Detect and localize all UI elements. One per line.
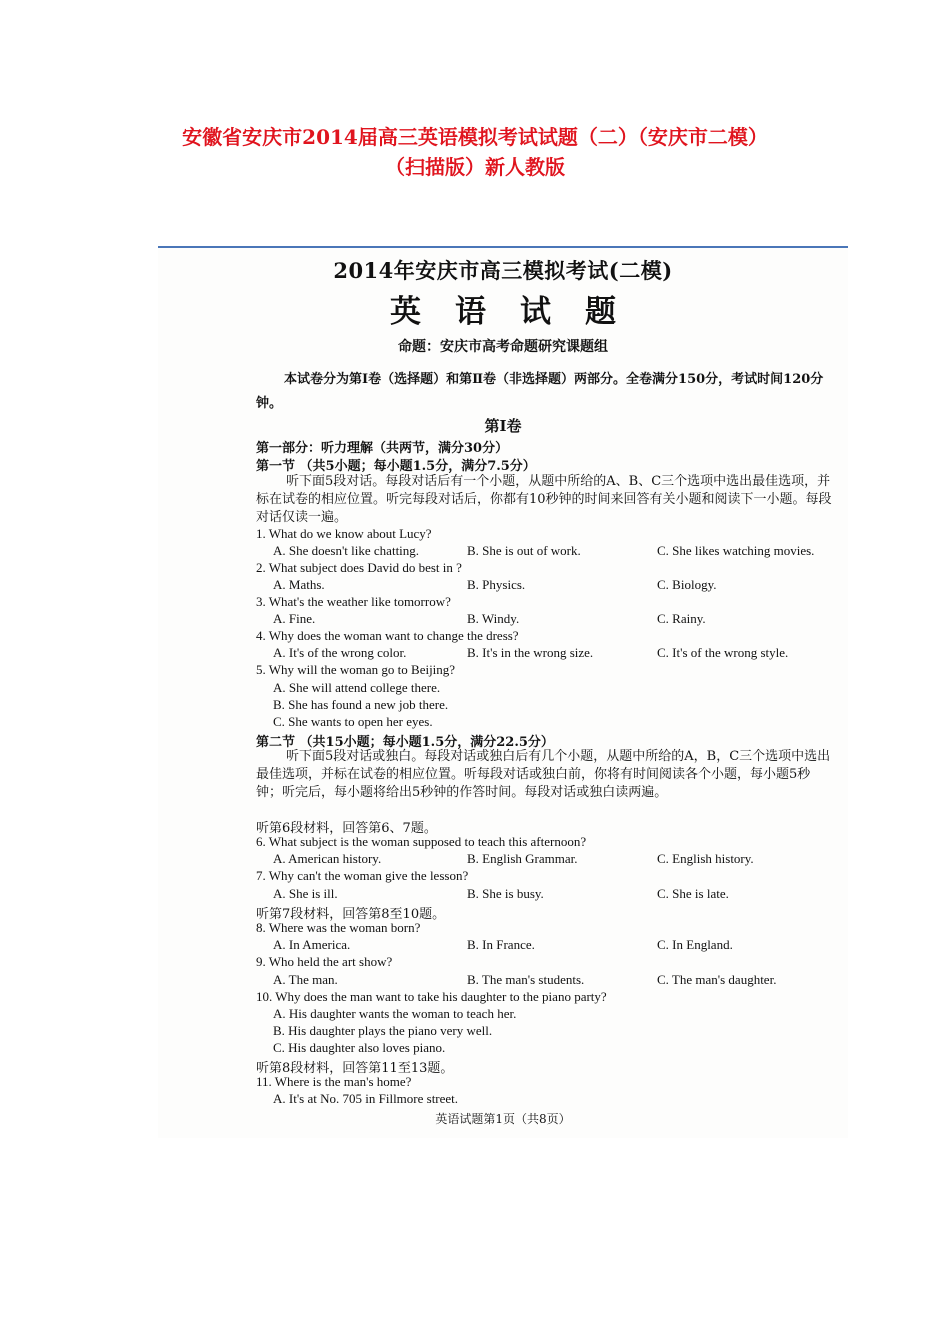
question-7: 7. Why can't the woman give the lesson? bbox=[256, 868, 469, 883]
question-5: 5. Why will the woman go to Beijing? bbox=[256, 662, 456, 677]
q4-option-c: C. It's of the wrong style. bbox=[657, 645, 789, 660]
q3-option-a: A. Fine. bbox=[273, 611, 316, 626]
q8-option-c: C. In England. bbox=[657, 937, 733, 952]
material-8-note: 听第8段材料，回答第11至13题。 bbox=[256, 1061, 454, 1076]
document-title-line-2: （扫描版）新人教版 bbox=[385, 155, 565, 179]
document-title bbox=[0, 122, 950, 182]
section2-heading: 第二节 （共15小题；每小题1.5分，满分22.5分） bbox=[256, 735, 554, 750]
q9-option-b: B. The man's students. bbox=[467, 972, 585, 987]
q5-option-c: C. She wants to open her eyes. bbox=[273, 714, 433, 729]
exam-subject: 英语试题 bbox=[390, 294, 650, 330]
q6-option-a: A. American history. bbox=[273, 851, 382, 866]
q1-option-c: C. She likes watching movies. bbox=[657, 543, 815, 558]
exam-intro: 本试卷分为第Ⅰ卷（选择题）和第Ⅱ卷（非选择题）两部分。全卷满分150分，考试时间120分钟。 bbox=[256, 372, 824, 411]
q6-option-b: B. English Grammar. bbox=[467, 851, 578, 866]
exam-author: 命题：安庆市高考命题研究课题组 bbox=[398, 339, 608, 355]
question-9: 9. Who held the art show? bbox=[256, 954, 393, 969]
q2-option-b: B. Physics. bbox=[467, 577, 526, 592]
volume-heading: 第Ⅰ卷 bbox=[484, 417, 522, 435]
section1-instruction: 听下面5段对话。每段对话后有一个小题，从题中所给的A、B、C三个选项中选出最佳选项，并标在试卷的相应位置。听完每段对话后，你都有10秒钟的时间来回答有关小题和阅读下一小题。每段对话仅读一遍。 bbox=[256, 474, 832, 525]
material-7-note: 听第7段材料，回答第8至10题。 bbox=[256, 907, 446, 922]
q3-option-c: C. Rainy. bbox=[657, 611, 706, 626]
q7-option-a: A. She is ill. bbox=[273, 886, 338, 901]
q10-option-a: A. His daughter wants the woman to teach her. bbox=[273, 1006, 517, 1021]
question-3: 3. What's the weather like tomorrow? bbox=[256, 594, 451, 609]
question-10: 10. Why does the man want to take his daughter to the piano party? bbox=[256, 989, 607, 1004]
question-2: 2. What subject does David do best in ? bbox=[256, 560, 462, 575]
section1-heading: 第一节 （共5小题；每小题1.5分，满分7.5分） bbox=[256, 459, 536, 474]
q10-option-b: B. His daughter plays the piano very well. bbox=[273, 1023, 493, 1038]
q7-option-c: C. She is late. bbox=[657, 886, 729, 901]
q11-option-a: A. It's at No. 705 in Fillmore street. bbox=[273, 1091, 459, 1106]
part1-heading: 第一部分：听力理解（共两节，满分30分） bbox=[256, 441, 509, 456]
q1-option-a: A. She doesn't like chatting. bbox=[273, 543, 420, 558]
question-4: 4. Why does the woman want to change the dress? bbox=[256, 628, 519, 643]
q6-option-c: C. English history. bbox=[657, 851, 754, 866]
scanned-exam-page bbox=[158, 248, 848, 1138]
material-6-note: 听第6段材料，回答第6、7题。 bbox=[256, 821, 437, 836]
q2-option-c: C. Biology. bbox=[657, 577, 717, 592]
question-8: 8. Where was the woman born? bbox=[256, 920, 421, 935]
q9-option-a: A. The man. bbox=[273, 972, 338, 987]
q2-option-a: A. Maths. bbox=[273, 577, 325, 592]
q3-option-b: B. Windy. bbox=[467, 611, 520, 626]
q5-option-b: B. She has found a new job there. bbox=[273, 697, 449, 712]
q4-option-a: A. It's of the wrong color. bbox=[273, 645, 407, 660]
section2-instruction: 听下面5段对话或独白。每段对话或独白后有几个小题，从题中所给的A，B，C三个选项中选出最佳选项，并标在试卷的相应位置。听每段对话或独白前，你将有时间阅读各个小题，每小题5秒钟；听完后，每小题将给出5秒钟的作答时间。每段对话或独白读两遍。 bbox=[256, 749, 831, 800]
q10-option-c: C. His daughter also loves piano. bbox=[273, 1040, 446, 1055]
q8-option-a: A. In America. bbox=[273, 937, 351, 952]
question-11: 11. Where is the man's home? bbox=[256, 1074, 412, 1089]
q1-option-b: B. She is out of work. bbox=[467, 543, 581, 558]
page-footer: 英语试题第1页（共8页） bbox=[435, 1112, 571, 1126]
question-1: 1. What do we know about Lucy? bbox=[256, 526, 432, 541]
q9-option-c: C. The man's daughter. bbox=[657, 972, 777, 987]
question-6: 6. What subject is the woman supposed to teach this afternoon? bbox=[256, 834, 587, 849]
q4-option-b: B. It's in the wrong size. bbox=[467, 645, 594, 660]
q7-option-b: B. She is busy. bbox=[467, 886, 544, 901]
exam-title: 2014年安庆市高三模拟考试(二模) bbox=[333, 258, 673, 283]
q5-option-a: A. She will attend college there. bbox=[273, 680, 441, 695]
document-title-line-1: 安徽省安庆市2014届高三英语模拟考试试题（二）（安庆市二模） bbox=[182, 125, 768, 149]
q8-option-b: B. In France. bbox=[467, 937, 535, 952]
